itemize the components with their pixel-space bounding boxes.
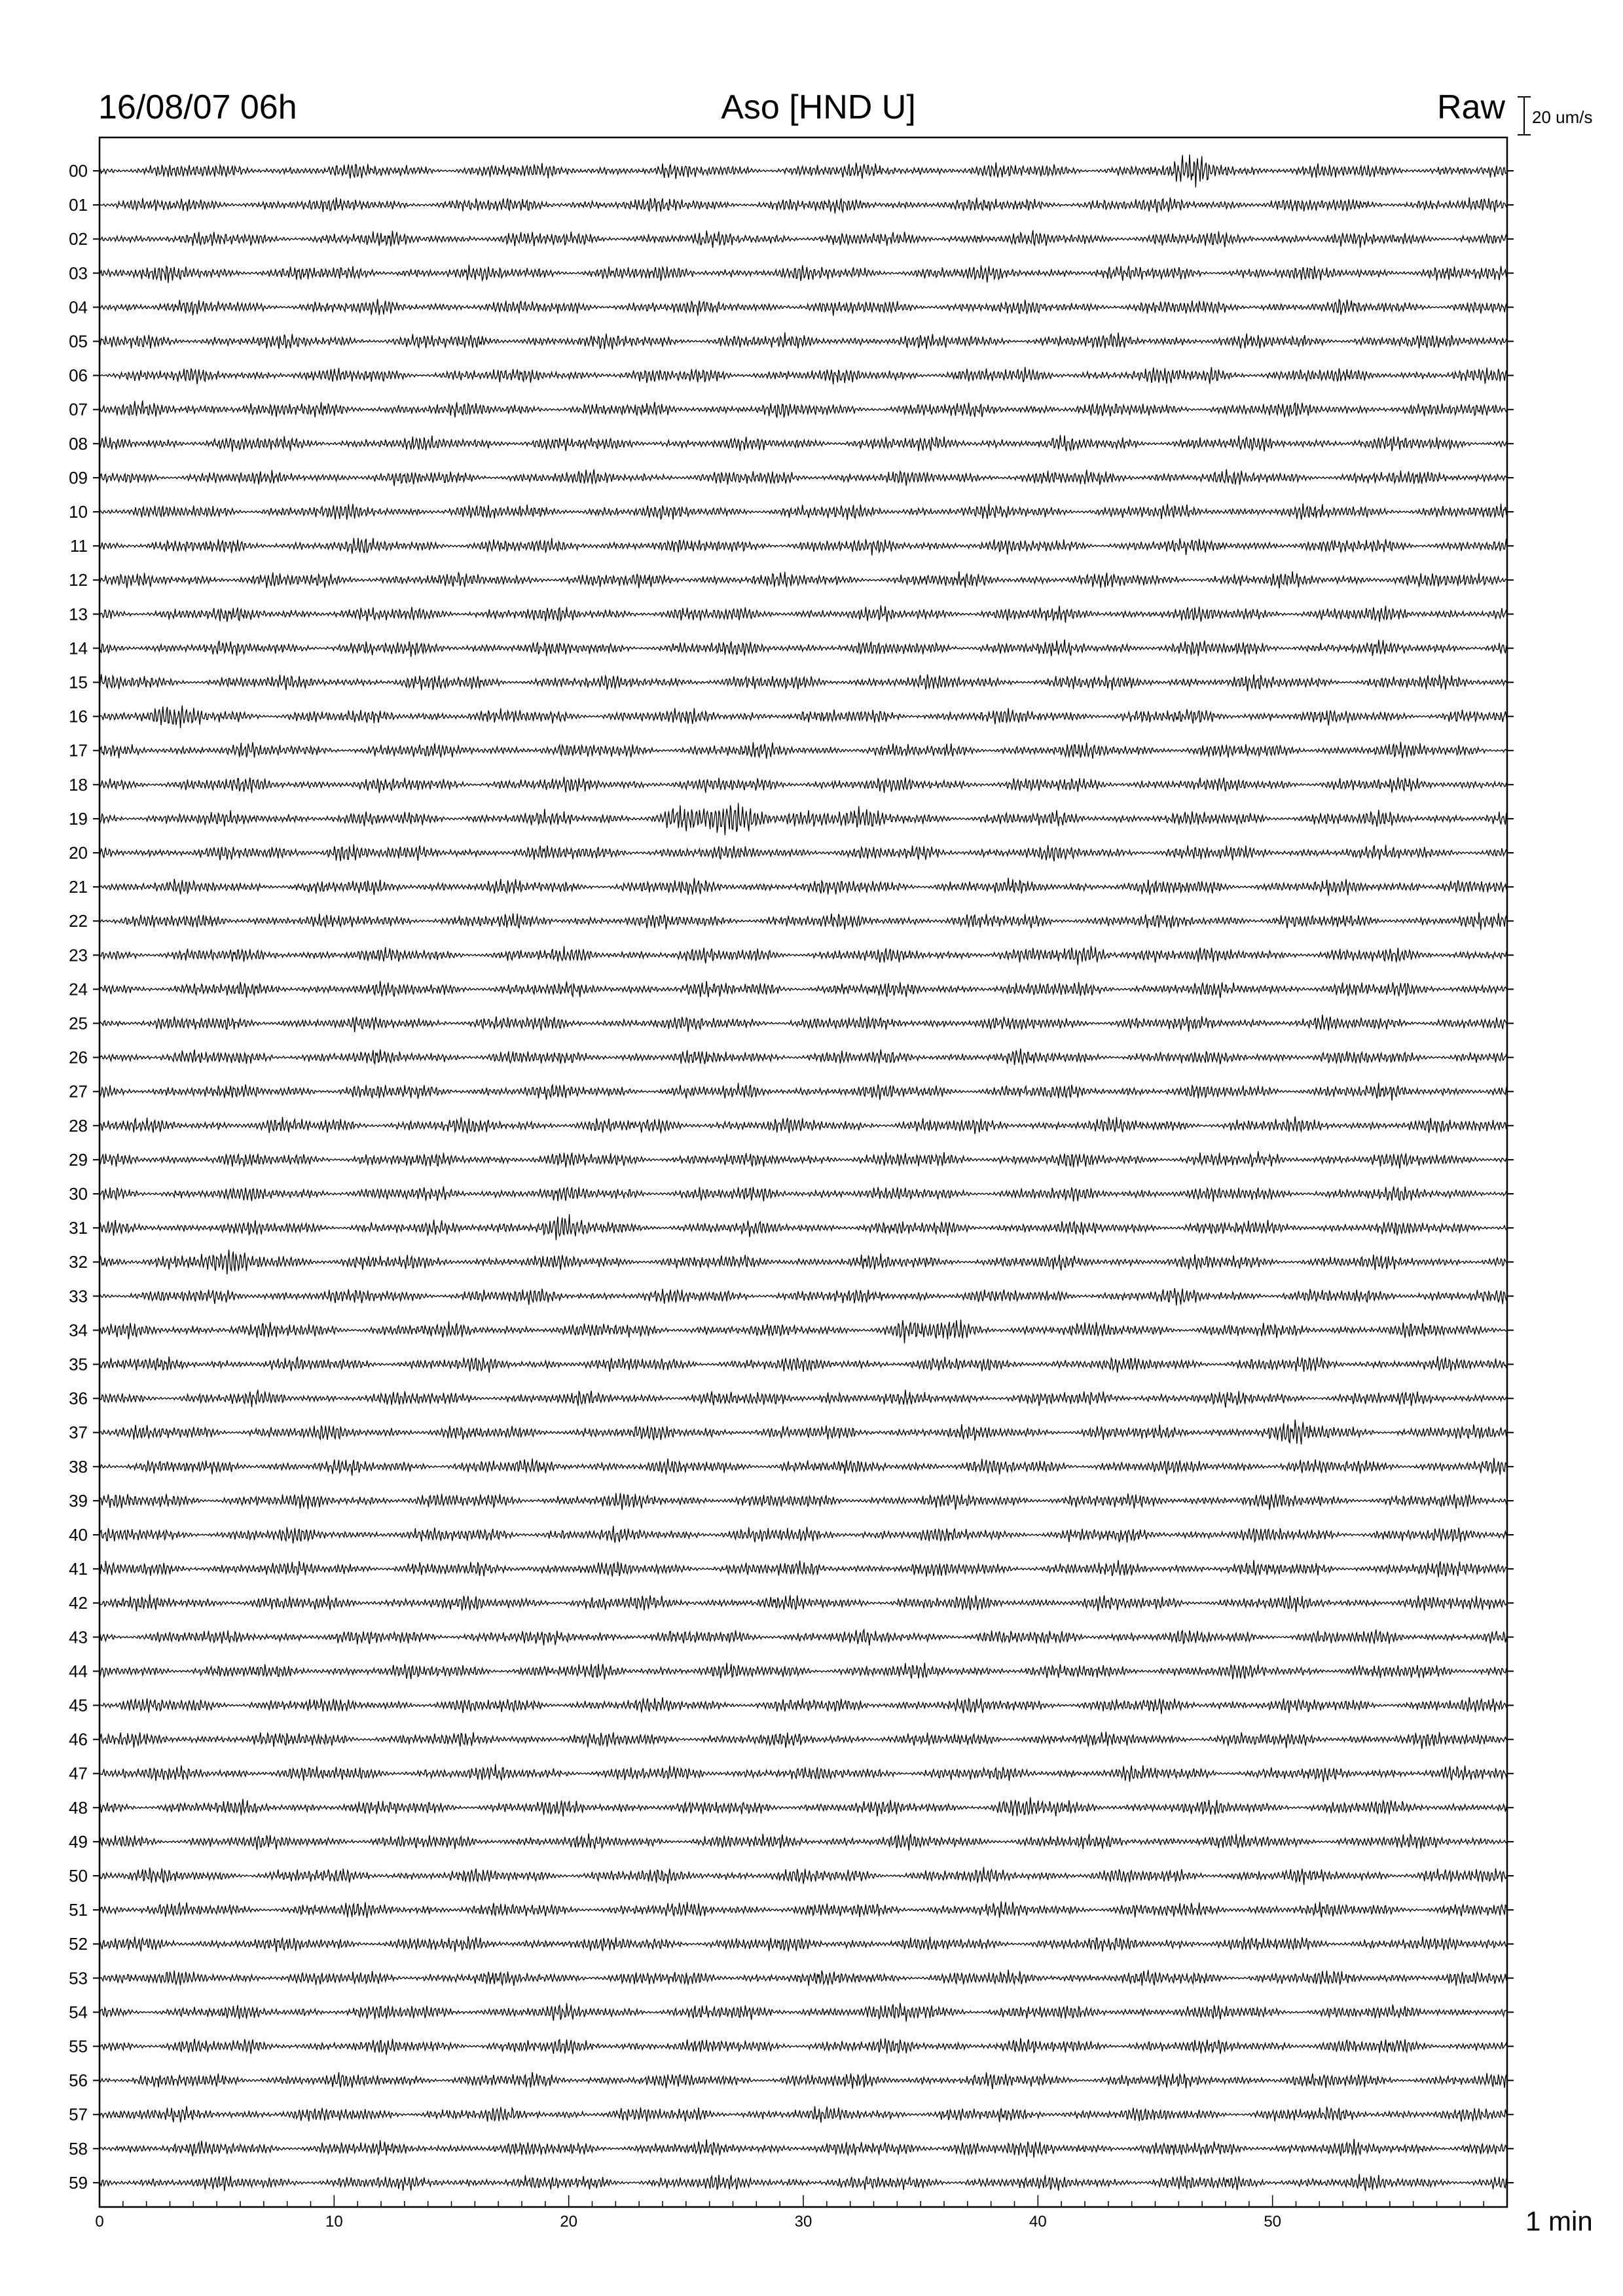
trace-51 <box>100 1901 1507 1918</box>
row-label-44: 44 <box>69 1661 88 1681</box>
x-axis <box>93 171 1514 2231</box>
trace-38 <box>100 1458 1507 1475</box>
row-label-40: 40 <box>69 1525 88 1545</box>
x-tick-label-20: 20 <box>560 2213 578 2231</box>
trace-group <box>100 154 1507 2191</box>
row-label-26: 26 <box>69 1047 88 1067</box>
row-label-05: 05 <box>69 331 88 351</box>
trace-58 <box>100 2139 1507 2158</box>
trace-43 <box>100 1630 1507 1645</box>
row-label-38: 38 <box>69 1456 88 1477</box>
trace-18 <box>100 777 1507 793</box>
trace-03 <box>100 265 1507 283</box>
trace-55 <box>100 2038 1507 2055</box>
row-label-29: 29 <box>69 1149 88 1170</box>
trace-02 <box>100 230 1507 248</box>
row-label-55: 55 <box>69 2036 88 2056</box>
trace-45 <box>100 1697 1507 1714</box>
row-label-09: 09 <box>69 467 88 488</box>
trace-01 <box>100 198 1507 214</box>
trace-24 <box>100 981 1507 998</box>
trace-35 <box>100 1356 1507 1372</box>
row-label-16: 16 <box>69 706 88 726</box>
row-label-49: 49 <box>69 1831 88 1852</box>
row-label-23: 23 <box>69 945 88 965</box>
trace-15 <box>100 674 1507 691</box>
trace-11 <box>100 538 1507 556</box>
row-label-13: 13 <box>69 604 88 624</box>
plot-frame <box>100 137 1507 2207</box>
row-label-06: 06 <box>69 365 88 386</box>
trace-30 <box>100 1187 1507 1202</box>
amplitude-scale-label: 20 um/s <box>1532 107 1593 127</box>
trace-32 <box>100 1249 1507 1274</box>
x-tick-label-30: 30 <box>794 2213 812 2231</box>
row-label-04: 04 <box>69 297 88 317</box>
row-label-45: 45 <box>69 1695 88 1715</box>
trace-04 <box>100 299 1507 316</box>
trace-34 <box>100 1319 1507 1343</box>
row-label-48: 48 <box>69 1797 88 1818</box>
row-label-32: 32 <box>69 1252 88 1272</box>
trace-37 <box>100 1420 1507 1444</box>
trace-52 <box>100 1936 1507 1952</box>
trace-06 <box>100 367 1507 385</box>
row-label-33: 33 <box>69 1286 88 1306</box>
filter-mode-label: Raw <box>1436 88 1505 126</box>
trace-56 <box>100 2072 1507 2089</box>
row-label-18: 18 <box>69 774 88 795</box>
trace-22 <box>100 912 1507 930</box>
row-label-03: 03 <box>69 263 88 283</box>
row-label-19: 19 <box>69 808 88 829</box>
trace-16 <box>100 706 1507 728</box>
row-label-34: 34 <box>69 1320 88 1340</box>
row-label-28: 28 <box>69 1115 88 1136</box>
row-label-42: 42 <box>69 1593 88 1613</box>
trace-39 <box>100 1493 1507 1510</box>
trace-17 <box>100 742 1507 759</box>
row-label-35: 35 <box>69 1354 88 1374</box>
trace-49 <box>100 1833 1507 1850</box>
trace-46 <box>100 1732 1507 1749</box>
row-label-58: 58 <box>69 2138 88 2159</box>
row-label-07: 07 <box>69 399 88 420</box>
trace-40 <box>100 1526 1507 1543</box>
row-label-41: 41 <box>69 1559 88 1579</box>
x-tick-label-10: 10 <box>325 2213 343 2231</box>
row-label-46: 46 <box>69 1729 88 1749</box>
trace-28 <box>100 1117 1507 1134</box>
row-label-57: 57 <box>69 2104 88 2125</box>
row-label-08: 08 <box>69 433 88 454</box>
row-label-25: 25 <box>69 1013 88 1033</box>
row-label-56: 56 <box>69 2070 88 2090</box>
trace-41 <box>100 1560 1507 1577</box>
trace-13 <box>100 605 1507 623</box>
trace-33 <box>100 1288 1507 1305</box>
trace-19 <box>100 803 1507 835</box>
trace-47 <box>100 1764 1507 1782</box>
trace-26 <box>100 1049 1507 1065</box>
trace-25 <box>100 1014 1507 1032</box>
trace-00 <box>100 154 1507 187</box>
row-label-31: 31 <box>69 1218 88 1238</box>
trace-14 <box>100 639 1507 657</box>
row-label-30: 30 <box>69 1184 88 1204</box>
trace-27 <box>100 1083 1507 1100</box>
row-label-group <box>69 161 88 2193</box>
row-label-50: 50 <box>69 1866 88 1886</box>
row-label-21: 21 <box>69 877 88 897</box>
row-label-22: 22 <box>69 911 88 931</box>
row-label-59: 59 <box>69 2172 88 2193</box>
trace-21 <box>100 878 1507 895</box>
x-tick-label-50: 50 <box>1264 2213 1282 2231</box>
trace-44 <box>100 1663 1507 1680</box>
trace-09 <box>100 469 1507 486</box>
trace-05 <box>100 332 1507 350</box>
row-label-51: 51 <box>69 1900 88 1920</box>
row-label-11: 11 <box>70 536 88 556</box>
row-label-43: 43 <box>69 1627 88 1647</box>
x-tick-label-0: 0 <box>95 2213 104 2231</box>
row-label-00: 00 <box>69 161 88 181</box>
trace-57 <box>100 2106 1507 2123</box>
trace-12 <box>100 571 1507 588</box>
recording-datetime: 16/08/07 06h <box>98 88 297 126</box>
trace-23 <box>100 946 1507 965</box>
station-title: Aso [HND U] <box>721 88 916 126</box>
row-label-14: 14 <box>69 638 88 658</box>
row-label-01: 01 <box>69 195 88 215</box>
row-label-27: 27 <box>69 1081 88 1102</box>
row-label-53: 53 <box>69 1968 88 1988</box>
trace-07 <box>100 401 1507 418</box>
row-label-39: 39 <box>69 1490 88 1511</box>
trace-42 <box>100 1594 1507 1612</box>
row-label-54: 54 <box>69 2002 88 2022</box>
x-tick-label-40: 40 <box>1029 2213 1047 2231</box>
row-label-47: 47 <box>69 1763 88 1784</box>
trace-20 <box>100 844 1507 861</box>
row-label-02: 02 <box>69 229 88 249</box>
trace-31 <box>100 1214 1507 1240</box>
trace-10 <box>100 503 1507 520</box>
trace-36 <box>100 1390 1507 1408</box>
row-label-17: 17 <box>69 740 88 761</box>
row-label-15: 15 <box>69 672 88 692</box>
row-label-12: 12 <box>69 570 88 590</box>
row-label-10: 10 <box>69 502 88 522</box>
trace-48 <box>100 1797 1507 1816</box>
trace-53 <box>100 1969 1507 1986</box>
row-label-37: 37 <box>69 1422 88 1443</box>
row-label-20: 20 <box>69 843 88 863</box>
row-label-24: 24 <box>69 979 88 999</box>
trace-08 <box>100 435 1507 452</box>
row-label-36: 36 <box>69 1388 88 1408</box>
trace-59 <box>100 2174 1507 2191</box>
trace-50 <box>100 1867 1507 1885</box>
row-label-52: 52 <box>69 1934 88 1954</box>
x-axis-unit-label: 1 min <box>1525 2206 1593 2236</box>
trace-54 <box>100 2003 1507 2021</box>
trace-29 <box>100 1151 1507 1168</box>
